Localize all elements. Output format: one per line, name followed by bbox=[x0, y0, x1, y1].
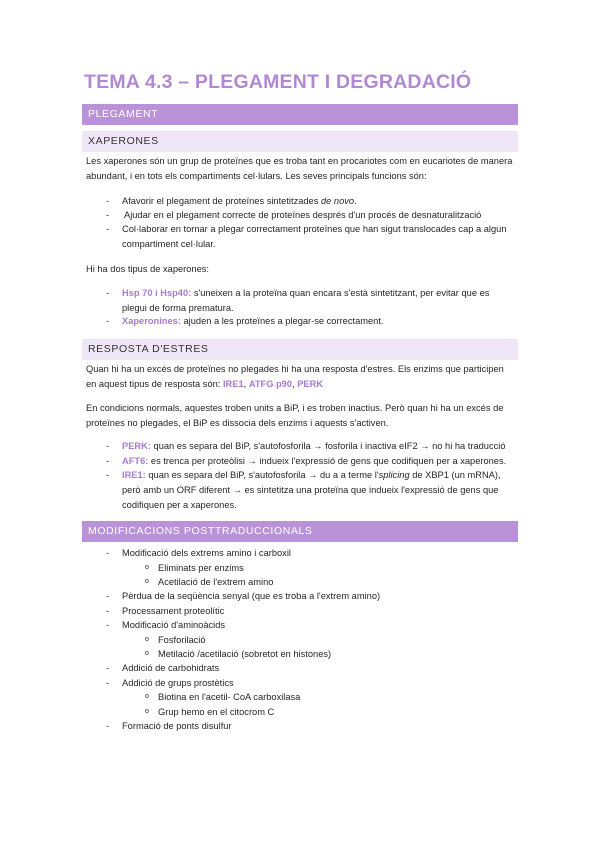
list-item: - Addició de carbohidrats bbox=[106, 663, 220, 673]
list-item: - Addició de grups prostètics bbox=[106, 678, 234, 688]
sub-list-item: o Acetilació de l'extrem amino bbox=[145, 577, 274, 587]
resposta-paragraph-1: Quan hi ha un excés de proteïnes no plegades hi ha una resposta d'estres. Els enzims que participen en aquest tipus de resposta són: IRE1, ATFG p90, PERK bbox=[86, 364, 504, 389]
xaperones-intro: Les xaperones són un grup de proteïnes que es troba tant en procariotes com en eucariotes de manera abundant, i en tots els compartiments cel·lulars. Les seves principals funcions són: bbox=[86, 156, 513, 181]
list-item: - Modificació d'aminoàcids bbox=[106, 620, 226, 630]
subsection-header-resposta: RESPOSTA D'ESTRES bbox=[82, 339, 518, 360]
list-item: - Afavorir el plegament de proteïnes sintetitzades de novo. bbox=[106, 196, 357, 206]
subsection-header-xaperones: XAPERONES bbox=[82, 131, 518, 152]
xaperones-types-intro: Hi ha dos tipus de xaperones: bbox=[86, 264, 210, 274]
sub-list-item: o Fosforilació bbox=[145, 635, 206, 645]
list-item: - IRE1: quan es separa del BiP, s'autofosforila → du a a terme l'splicing de XBP1 (un mRNA), però amb un ORF diferent → es sintetitza una proteïna que indueix l'expressió de gens que codifiquen per a xaperones. bbox=[106, 470, 501, 510]
list-item: - Processament proteolític bbox=[106, 606, 225, 616]
list-item: - Hsp 70 i Hsp40: s'uneixen a la proteïna quan encara s'està sintetitzant, per evitar que es plegui de forma prematura. bbox=[106, 288, 490, 313]
section-header-plegament: PLEGAMENT bbox=[82, 104, 518, 125]
list-item: - Formació de ponts disulfur bbox=[106, 721, 232, 731]
list-item: - Modificació dels extrems amino i carboxil bbox=[106, 548, 291, 558]
sub-list-item: o Grup hemo en el citocrom C bbox=[145, 707, 275, 717]
list-item: - Col·laborar en tornar a plegar correctament proteïnes que han sigut translocades cap a algun compartiment cel·lular. bbox=[106, 224, 507, 249]
resposta-paragraph-2: En condicions normals, aquestes troben units a BiP, i es troben inactius. Però quan hi ha un excés de proteïnes no plegades, el BiP es dissocia dels enzims i aquests s'activen. bbox=[86, 403, 504, 428]
page-title: TEMA 4.3 – PLEGAMENT I DEGRADACIÓ bbox=[84, 71, 472, 93]
list-item: - Pèrdua de la seqüència senyal (que es troba a l'extrem amino) bbox=[106, 591, 381, 601]
sub-list-item: o Metilació /acetilació (sobretot en histones) bbox=[145, 649, 332, 659]
list-item: - Xaperonines: ajuden a les proteïnes a plegar-se correctament. bbox=[106, 316, 384, 326]
list-item: - AFT6: es trenca per proteòlisi → indueix l'expressió de gens que codifiquen per a xaperones. bbox=[106, 456, 507, 466]
sub-list-item: o Eliminats per enzims bbox=[145, 563, 244, 573]
list-item: - PERK: quan es separa del BiP, s'autofosforila → fosforila i inactiva eIF2 → no hi ha traducció bbox=[106, 441, 506, 451]
sub-list-item: o Biotina en l'acetil- CoA carboxilasa bbox=[145, 692, 301, 702]
section-header-modificacions: MODIFICACIONS POSTTRADUCCIONALS bbox=[82, 521, 518, 542]
list-item: - Ajudar en el plegament correcte de proteïnes després d'un procés de desnaturalització bbox=[106, 210, 482, 220]
